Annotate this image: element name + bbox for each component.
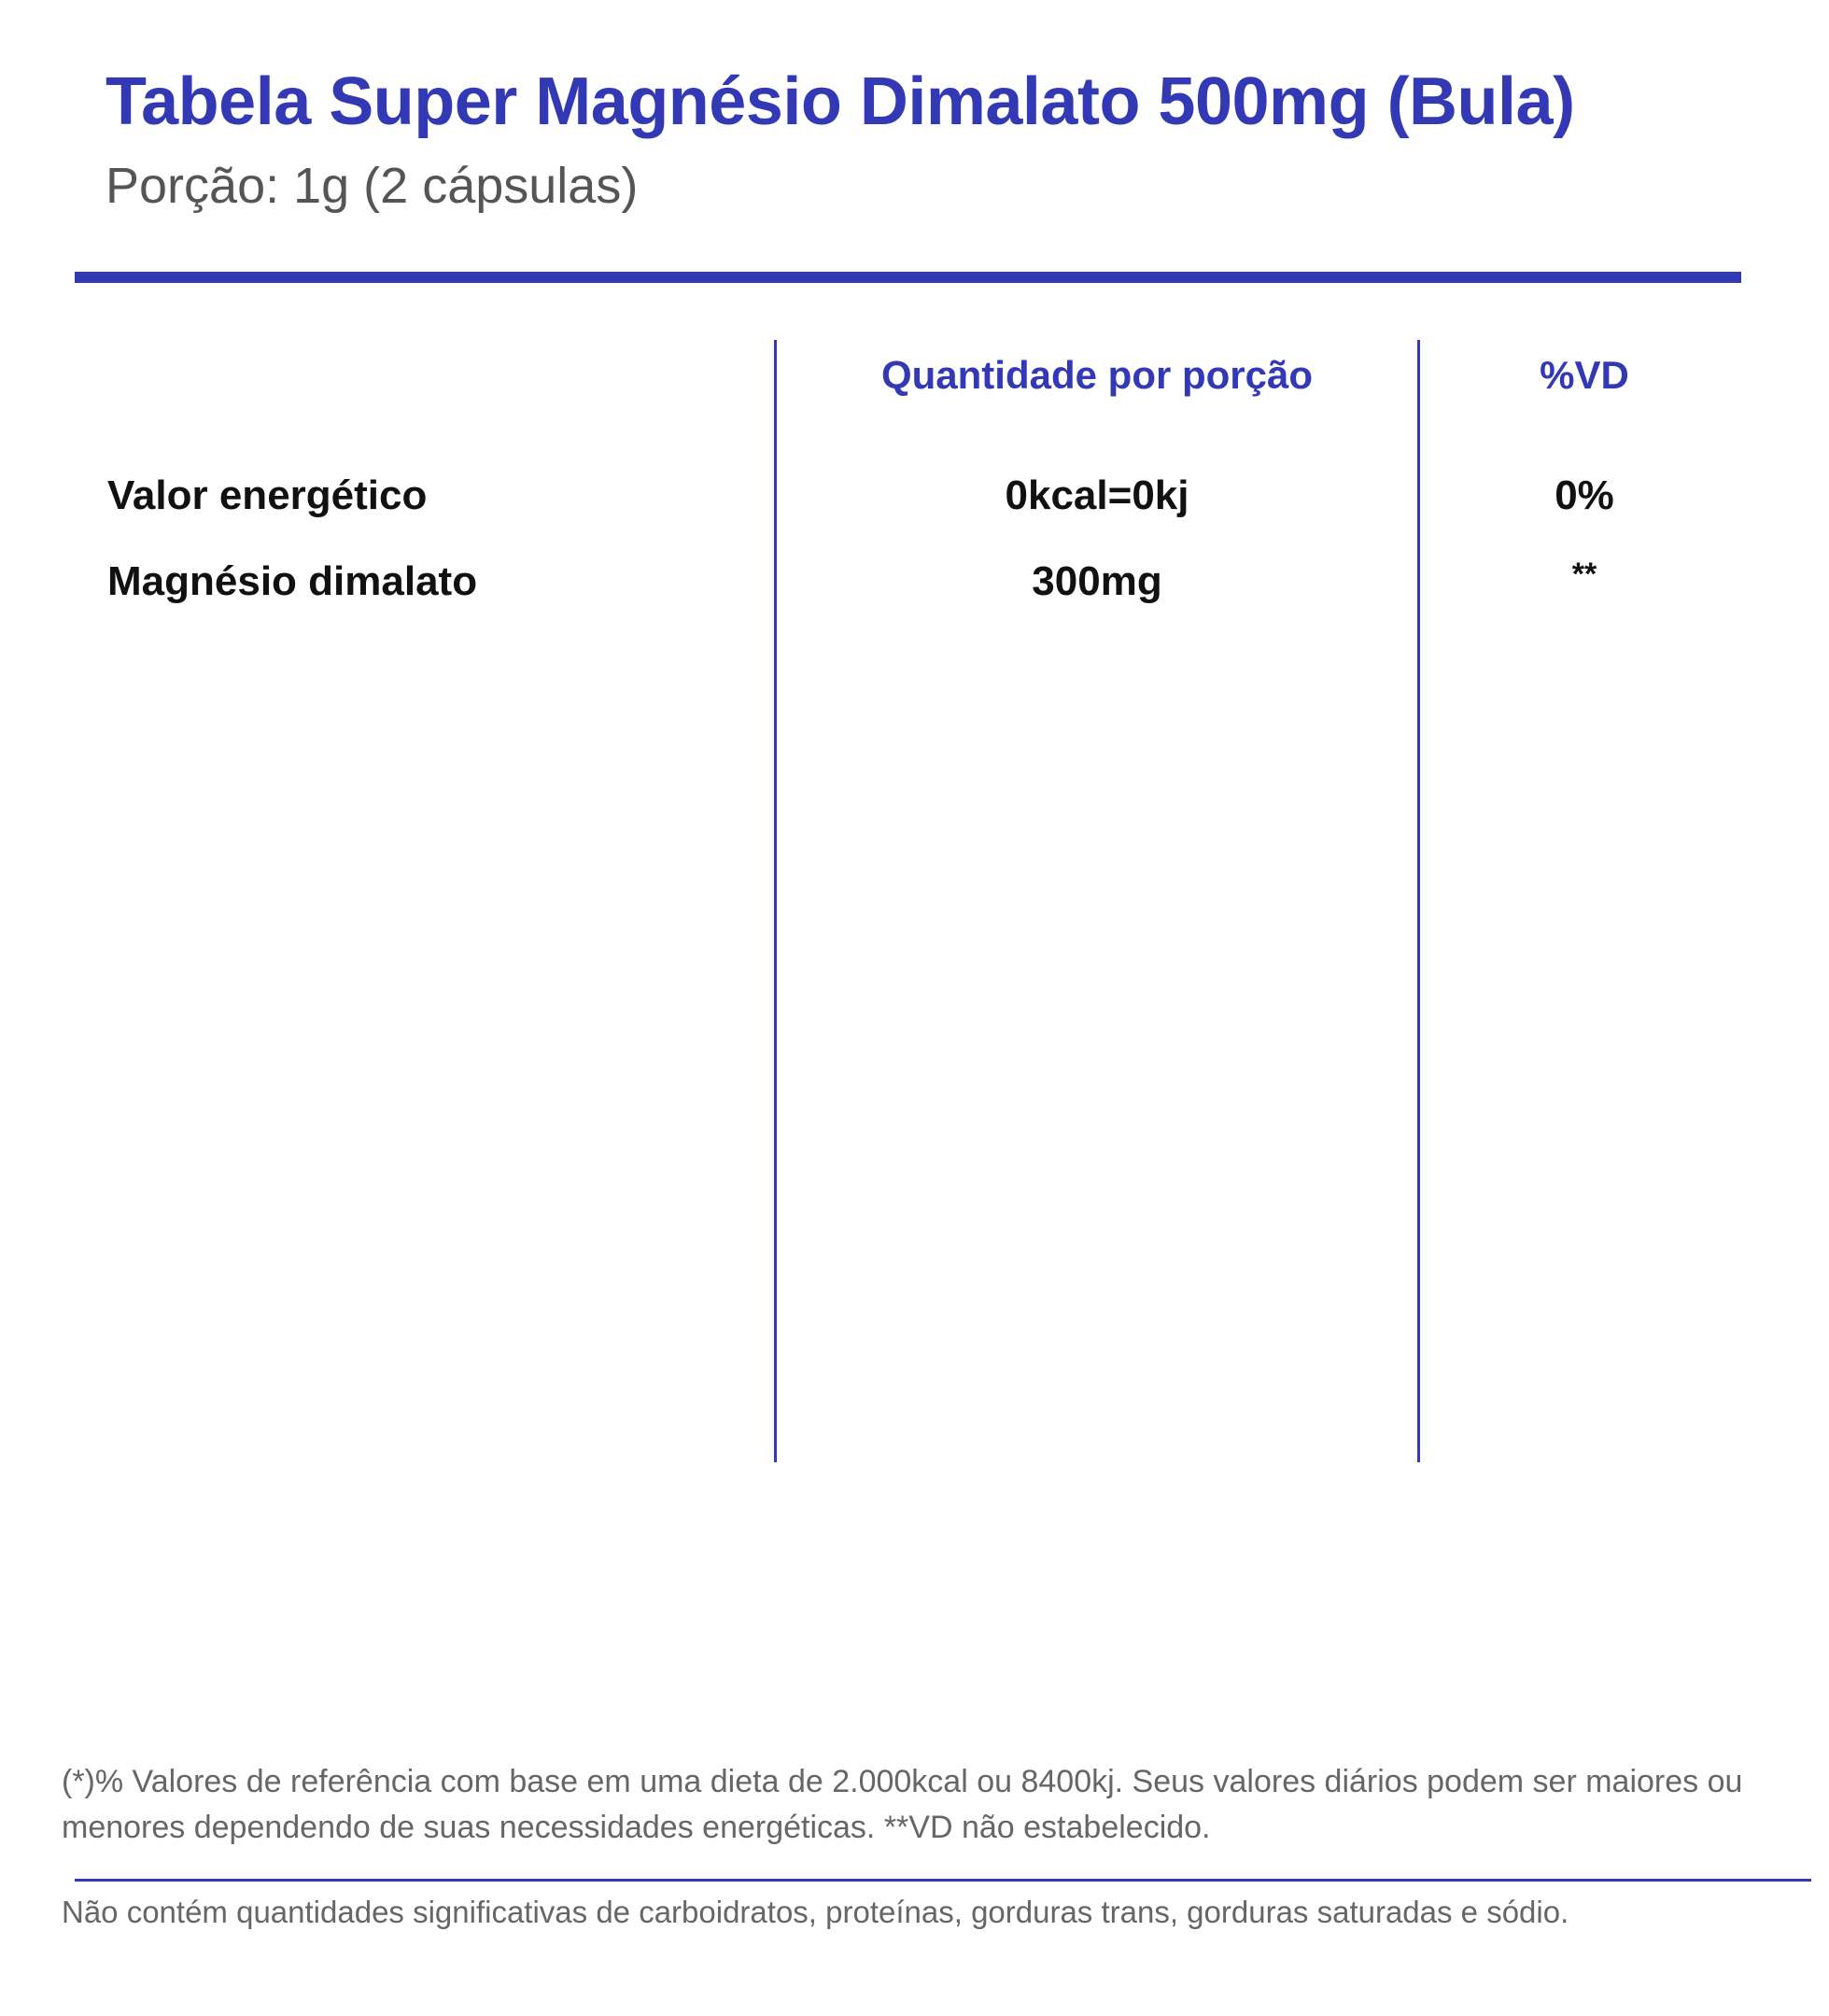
reference-footnote: (*)% Valores de referência com base em uma dieta de 2.000kcal ou 8400kj. Seus valores diários podem ser maiores ou menores dependendo de suas necessidades energéticas. **VD não estabelecido. <box>62 1764 1743 1845</box>
row-vd-energy: 0% <box>1555 472 1614 518</box>
row-amount-energy: 0kcal=0kj <box>1005 472 1189 518</box>
row-vd-magnesium: ** <box>1571 557 1597 592</box>
nutrient-disclaimer: Não contém quantidades significativas de carboidratos, proteínas, gorduras trans, gorduras saturadas e sódio. <box>62 1895 1569 1929</box>
column-header-amount: Quantidade por porção <box>880 353 1314 397</box>
column-header-vd: %VD <box>1540 353 1629 397</box>
title-divider <box>75 272 1741 283</box>
footer-divider <box>75 1879 1811 1882</box>
portion-subtitle: Porção: 1g (2 cápsulas) <box>106 158 639 214</box>
row-amount-magnesium: 300mg <box>1032 558 1162 604</box>
row-label-magnesium: Magnésio dimalato <box>107 558 478 604</box>
page-title: Tabela Super Magnésio Dimalato 500mg (Bula) <box>106 64 1575 139</box>
row-label-energy: Valor energético <box>107 472 428 518</box>
